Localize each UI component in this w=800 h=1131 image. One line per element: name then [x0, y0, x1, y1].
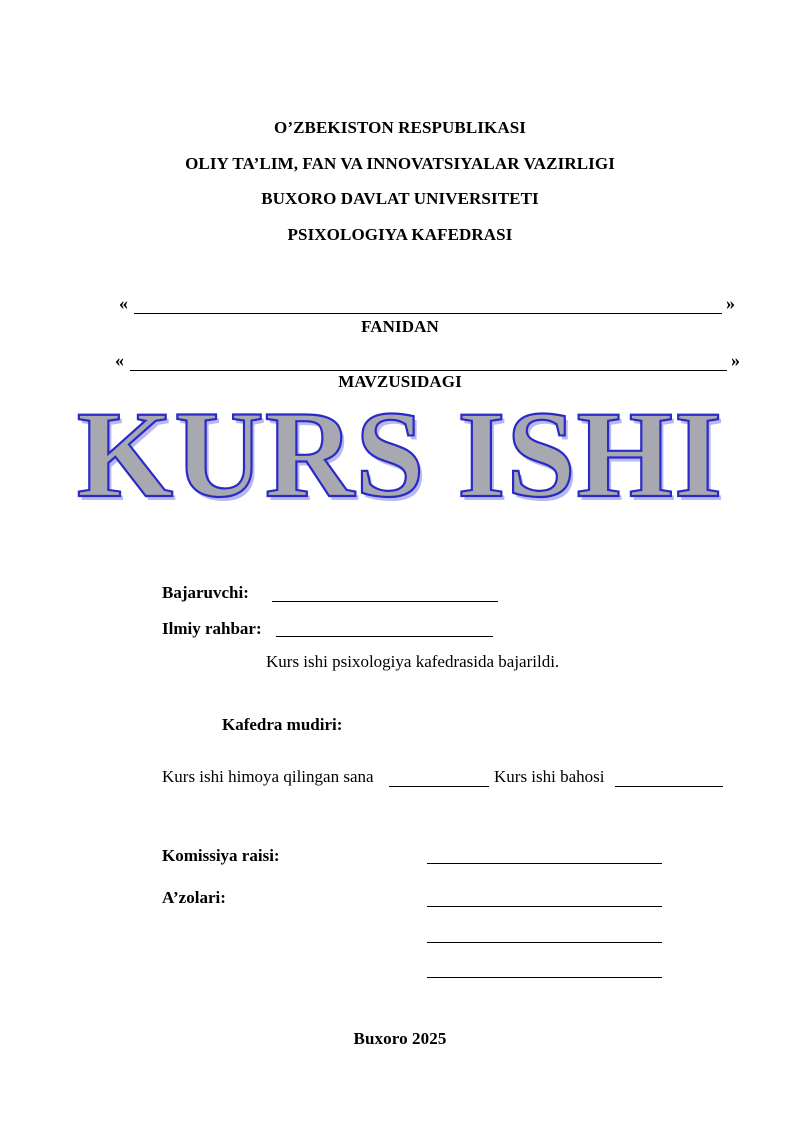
grade-blank-line [615, 786, 723, 787]
subject-close-quote: » [726, 293, 735, 313]
performer-blank-line [272, 601, 498, 602]
supervisor-blank-line [276, 636, 493, 637]
place-and-year: Buxoro 2025 [353, 1029, 447, 1048]
topic-close-quote: » [731, 350, 740, 370]
subject-blank-line [134, 313, 722, 314]
supervisor-label: Ilmiy rahbar: [162, 619, 262, 638]
university-name: BUXORO DAVLAT UNIVERSITETI [261, 189, 539, 208]
grade-label: Kurs ishi bahosi [494, 767, 605, 786]
ministry-header-line-1: O’ZBEKISTON RESPUBLIKASI [274, 118, 526, 137]
member-blank-line-2 [427, 942, 662, 943]
commission-chair-label: Komissiya raisi: [162, 846, 280, 865]
defense-date-label: Kurs ishi himoya qilingan sana [162, 767, 374, 786]
commission-chair-blank-line [427, 863, 662, 864]
topic-label: MAVZUSIDAGI [338, 372, 462, 391]
completed-note: Kurs ishi psixologiya kafedrasida bajarildi. [266, 652, 560, 671]
subject-label: FANIDAN [361, 317, 439, 336]
department-name: PSIXOLOGIYA KAFEDRASI [287, 225, 513, 244]
member-blank-line-1 [427, 906, 662, 907]
head-of-department-label: Kafedra mudiri: [222, 715, 343, 734]
member-blank-line-3 [427, 977, 662, 978]
performer-label: Bajaruvchi: [162, 583, 249, 602]
ministry-header-line-2: OLIY TA’LIM, FAN VA INNOVATSIYALAR VAZIRLIGI [185, 154, 615, 173]
document-title: KURS ISHI [76, 386, 724, 523]
subject-open-quote: « [119, 293, 128, 313]
topic-blank-line [130, 370, 727, 371]
topic-open-quote: « [115, 350, 124, 370]
members-label: A’zolari: [162, 888, 226, 907]
defense-date-blank-line [389, 786, 489, 787]
